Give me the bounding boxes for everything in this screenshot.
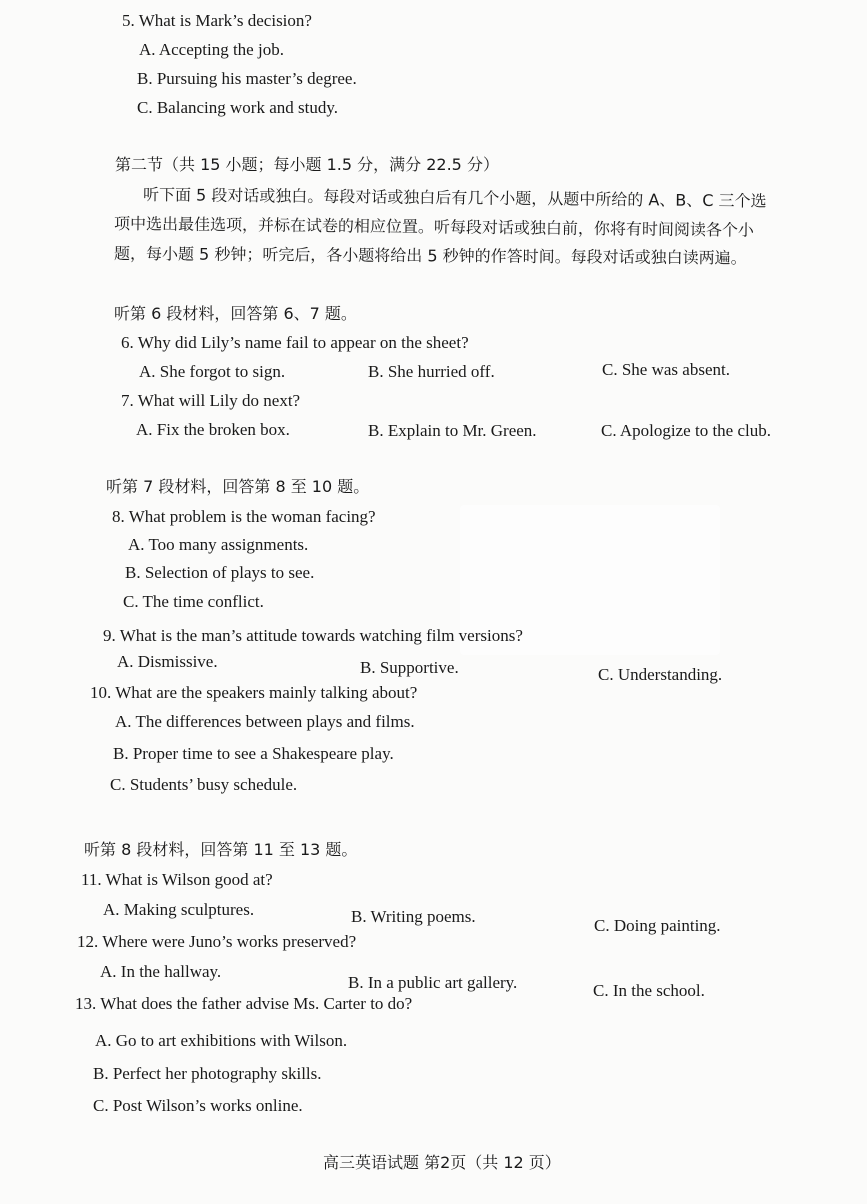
q10-option-c: C. Students’ busy schedule. bbox=[110, 775, 298, 794]
q12-option-b: B. In a public art gallery. bbox=[348, 973, 518, 992]
q11-option-b: B. Writing poems. bbox=[351, 907, 476, 926]
q10-option-a: A. The differences between plays and films. bbox=[115, 712, 415, 731]
question-13: 13. What does the father advise Ms. Carter to do? bbox=[75, 994, 413, 1013]
q13-option-c: C. Post Wilson’s works online. bbox=[93, 1096, 303, 1115]
group-6-heading: 听第 6 段材料，回答第 6、7 题。 bbox=[114, 304, 357, 323]
question-9: 9. What is the man’s attitude towards watching film versions? bbox=[103, 626, 523, 645]
group-8-heading: 听第 8 段材料，回答第 11 至 13 题。 bbox=[84, 840, 358, 859]
q10-option-b: B. Proper time to see a Shakespeare play. bbox=[113, 744, 394, 763]
page-footer: 高三英语试题 第2页（共 12 页） bbox=[323, 1153, 561, 1172]
instruction-line-3: 题，每小题 5 秒钟；听完后，各小题将给出 5 秒钟的作答时间。每段对话或独白读两遍。 bbox=[113, 244, 747, 268]
q9-option-a: A. Dismissive. bbox=[117, 652, 218, 671]
q7-option-a: A. Fix the broken box. bbox=[136, 420, 290, 439]
question-5: 5. What is Mark’s decision? bbox=[122, 11, 312, 30]
question-7: 7. What will Lily do next? bbox=[121, 391, 301, 410]
section-heading: 第二节（共 15 小题；每小题 1.5 分，满分 22.5 分） bbox=[115, 155, 499, 174]
q5-option-a: A. Accepting the job. bbox=[139, 40, 284, 59]
instruction-line-2: 项中选出最佳选项，并标在试卷的相应位置。听每段对话或独白前，你将有时间阅读各个小 bbox=[113, 214, 755, 240]
instruction-line-1: 听下面 5 段对话或独白。每段对话或独白后有几个小题，从题中所给的 A、B、C 三个选 bbox=[142, 185, 767, 211]
q9-option-b: B. Supportive. bbox=[360, 658, 459, 677]
question-6: 6. Why did Lily’s name fail to appear on the sheet? bbox=[121, 333, 469, 352]
q5-option-b: B. Pursuing his master’s degree. bbox=[137, 69, 357, 88]
q13-option-a: A. Go to art exhibitions with Wilson. bbox=[95, 1031, 348, 1050]
q8-option-a: A. Too many assignments. bbox=[128, 535, 309, 554]
q6-option-c: C. She was absent. bbox=[602, 360, 730, 379]
question-12: 12. Where were Juno’s works preserved? bbox=[77, 932, 357, 951]
question-11: 11. What is Wilson good at? bbox=[81, 870, 273, 889]
q12-option-a: A. In the hallway. bbox=[100, 962, 222, 981]
q8-option-c: C. The time conflict. bbox=[123, 592, 264, 611]
q11-option-c: C. Doing painting. bbox=[594, 916, 721, 935]
q12-option-c: C. In the school. bbox=[593, 981, 705, 1000]
q5-option-c: C. Balancing work and study. bbox=[137, 98, 338, 117]
q9-option-c: C. Understanding. bbox=[598, 665, 723, 684]
q7-option-b: B. Explain to Mr. Green. bbox=[368, 421, 537, 440]
q11-option-a: A. Making sculptures. bbox=[103, 900, 255, 919]
question-10: 10. What are the speakers mainly talking about? bbox=[90, 683, 418, 702]
group-7-heading: 听第 7 段材料，回答第 8 至 10 题。 bbox=[106, 477, 370, 496]
q6-option-a: A. She forgot to sign. bbox=[139, 362, 286, 381]
q8-option-b: B. Selection of plays to see. bbox=[125, 563, 315, 582]
q6-option-b: B. She hurried off. bbox=[368, 362, 495, 381]
q13-option-b: B. Perfect her photography skills. bbox=[93, 1064, 322, 1083]
q7-option-c: C. Apologize to the club. bbox=[601, 421, 771, 440]
question-8: 8. What problem is the woman facing? bbox=[112, 507, 376, 526]
